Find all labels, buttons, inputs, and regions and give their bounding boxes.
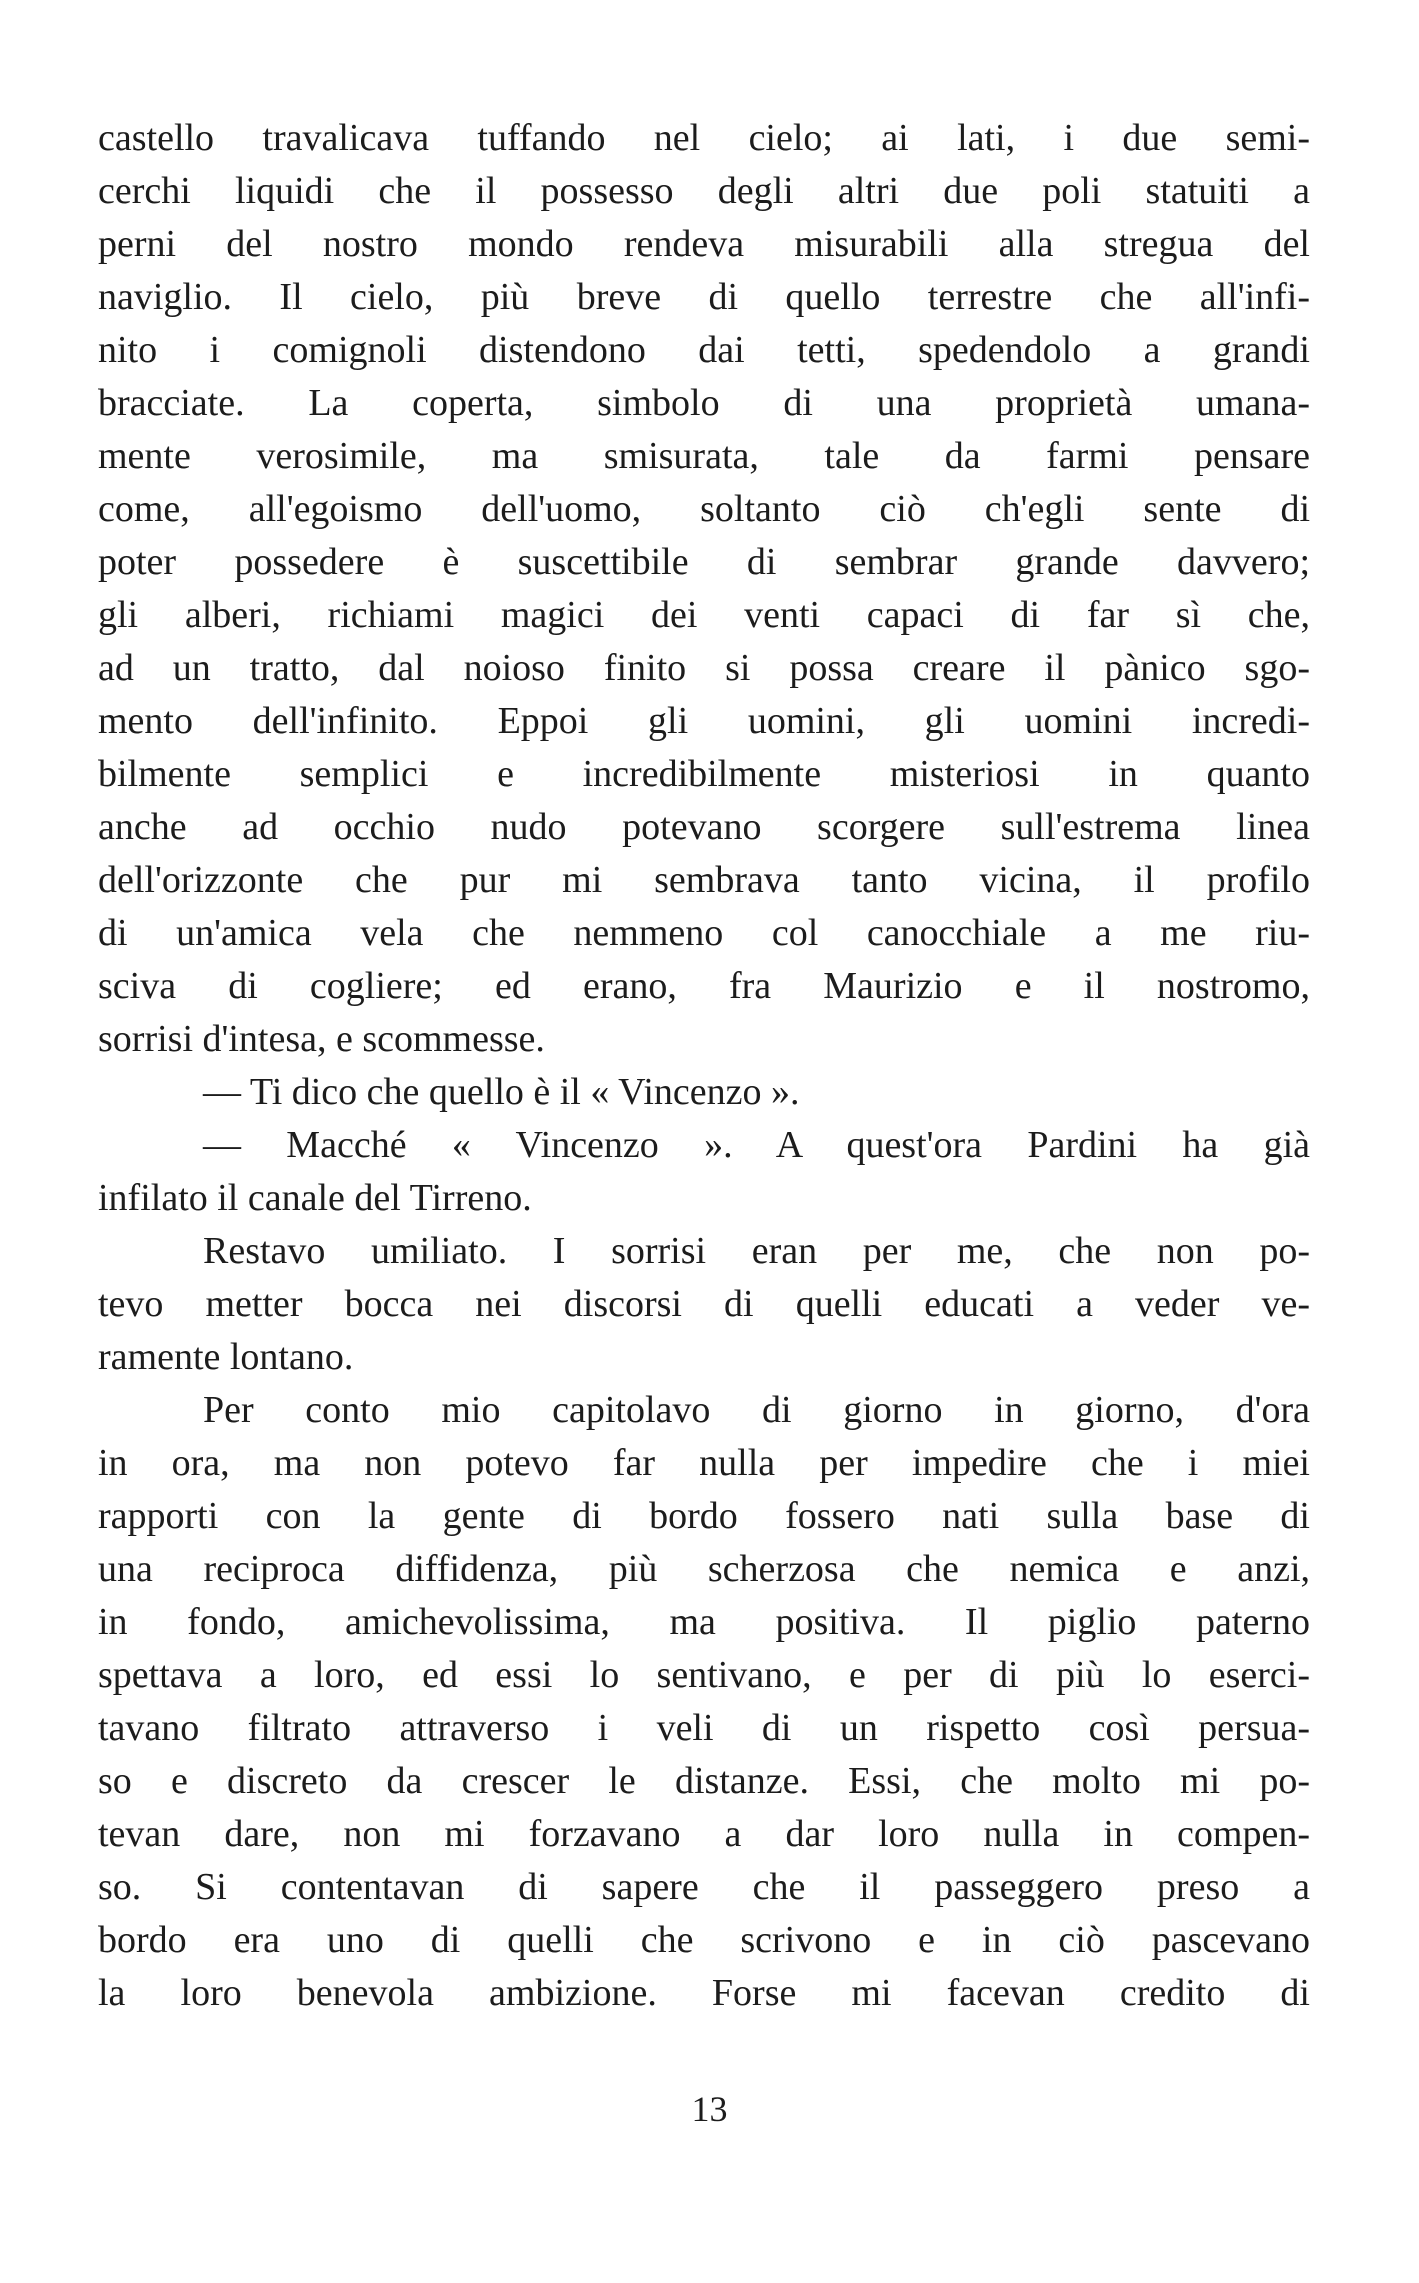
text-line: mento dell'infinito. Eppoi gli uomini, gli uomini incredi- xyxy=(98,700,1310,742)
text-line: mente verosimile, ma smisurata, tale da farmi pensare xyxy=(98,435,1310,477)
text-line: castello travalicava tuffando nel cielo; ai lati, i due semi- xyxy=(98,117,1310,159)
paragraph-start-line: Per conto mio capitolavo di giorno in giorno, d'ora xyxy=(203,1389,1310,1431)
text-line: sorrisi d'intesa, e scommesse. xyxy=(98,1018,545,1060)
text-line: tavano filtrato attraverso i veli di un rispetto così persua- xyxy=(98,1707,1310,1749)
text-line: dell'orizzonte che pur mi sembrava tanto vicina, il profilo xyxy=(98,859,1310,901)
text-line: infilato il canale del Tirreno. xyxy=(98,1177,532,1219)
text-line: ramente lontano. xyxy=(98,1336,354,1378)
text-line: bilmente semplici e incredibilmente misteriosi in quanto xyxy=(98,753,1310,795)
text-line: anche ad occhio nudo potevano scorgere sull'estrema linea xyxy=(98,806,1310,848)
text-line: gli alberi, richiami magici dei venti capaci di far sì che, xyxy=(98,594,1310,636)
text-line: come, all'egoismo dell'uomo, soltanto ciò ch'egli sente di xyxy=(98,488,1310,530)
text-line: sciva di cogliere; ed erano, fra Maurizio e il nostromo, xyxy=(98,965,1310,1007)
text-line: una reciproca diffidenza, più scherzosa che nemica e anzi, xyxy=(98,1548,1310,1590)
text-line: cerchi liquidi che il possesso degli altri due poli statuiti a xyxy=(98,170,1310,212)
text-line: bordo era uno di quelli che scrivono e in ciò pascevano xyxy=(98,1919,1310,1961)
text-line: ad un tratto, dal noioso finito si possa creare il pànico sgo- xyxy=(98,647,1310,689)
text-line: rapporti con la gente di bordo fossero nati sulla base di xyxy=(98,1495,1310,1537)
text-line: so e discreto da crescer le distanze. Essi, che molto mi po- xyxy=(98,1760,1310,1802)
text-line: perni del nostro mondo rendeva misurabili alla stregua del xyxy=(98,223,1310,265)
text-line: la loro benevola ambizione. Forse mi facevan credito di xyxy=(98,1972,1310,2014)
text-line: di un'amica vela che nemmeno col canocchiale a me riu- xyxy=(98,912,1310,954)
text-line: nito i comignoli distendono dai tetti, spedendolo a grandi xyxy=(98,329,1310,371)
dialogue-line: — Ti dico che quello è il « Vincenzo ». xyxy=(203,1071,800,1113)
text-line: tevan dare, non mi forzavano a dar loro nulla in compen- xyxy=(98,1813,1310,1855)
text-line: naviglio. Il cielo, più breve di quello terrestre che all'infi- xyxy=(98,276,1310,318)
text-line: poter possedere è suscettibile di sembrar grande davvero; xyxy=(98,541,1310,583)
text-line: tevo metter bocca nei discorsi di quelli educati a veder ve- xyxy=(98,1283,1310,1325)
page-number: 13 xyxy=(691,2089,728,2129)
dialogue-line: — Macché « Vincenzo ». A quest'ora Pardini ha già xyxy=(203,1124,1310,1166)
text-line: so. Si contentavan di sapere che il passeggero preso a xyxy=(98,1866,1310,1908)
text-line: spettava a loro, ed essi lo sentivano, e per di più lo eserci- xyxy=(98,1654,1310,1696)
paragraph-start-line: Restavo umiliato. I sorrisi eran per me, che non po- xyxy=(203,1230,1310,1272)
text-line: bracciate. La coperta, simbolo di una proprietà umana- xyxy=(98,382,1310,424)
text-line: in fondo, amichevolissima, ma positiva. Il piglio paterno xyxy=(98,1601,1310,1643)
body-text xyxy=(98,112,1310,2020)
text-line: in ora, ma non potevo far nulla per impedire che i miei xyxy=(98,1442,1310,1484)
